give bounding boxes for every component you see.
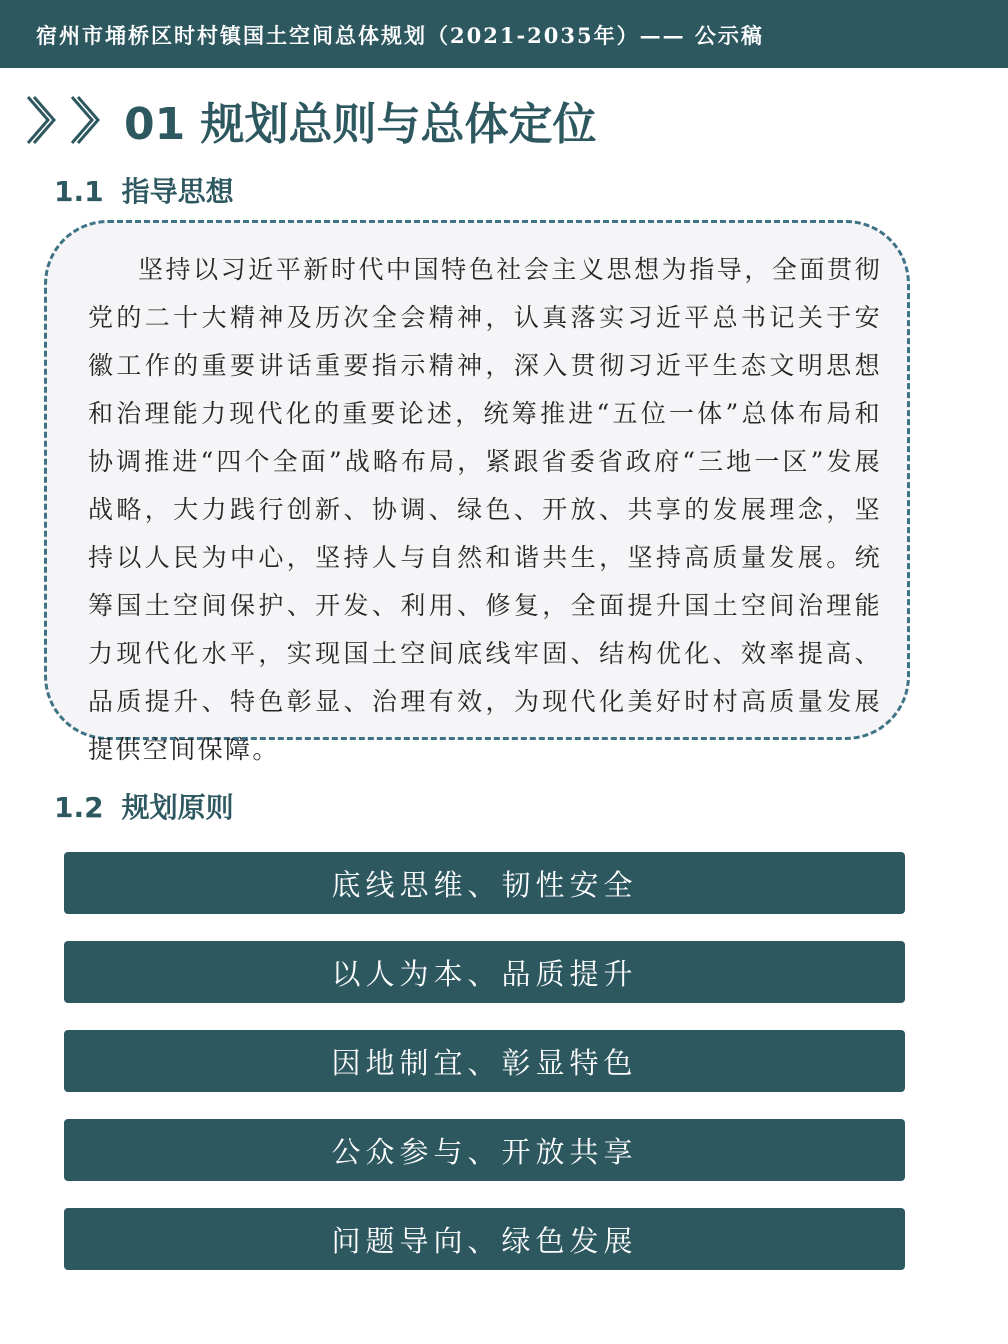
header-bar <box>0 0 1008 68</box>
principle-item: 公众参与、开放共享 <box>64 1119 905 1181</box>
guide-title: 指导思想 <box>121 175 234 208</box>
principle-item: 以人为本、品质提升 <box>64 941 905 1003</box>
section-heading <box>22 88 597 152</box>
principle-item: 因地制宜、彰显特色 <box>64 1030 905 1092</box>
principles-list <box>64 852 905 1297</box>
principle-item: 问题导向、绿色发展 <box>64 1208 905 1270</box>
double-chevron-right-icon <box>22 94 110 146</box>
guide-paragraph: 坚持以习近平新时代中国特色社会主义思想为指导，全面贯彻党的二十大精神及历次全会精神，认真落实习近平总书记关于安徽工作的重要讲话重要指示精神，深入贯彻习近平生态文明思想和治理能力现代化的重要论述，统筹推进“五位一体”总体布局和协调推进“四个全面”战略布局，紧跟省委省政府“三地一区”发展战略，大力践行创新、协调、绿色、开放、共享的发展理念，坚持以人民为中心，坚持人与自然和谐共生，坚持高质量发展。统筹国土空间保护、开发、利用、修复，全面提升国土空间治理能力现代化水平，实现国土空间底线牢固、结构优化、效率提高、品质提升、特色彰显、治理有效，为现代化美好时村高质量发展提供空间保障。 <box>88 255 882 764</box>
document-title: 宿州市埇桥区时村镇国土空间总体规划（2021-2035年）—— 公示稿 <box>36 23 764 48</box>
principle-item: 底线思维、韧性安全 <box>64 852 905 914</box>
principles-heading <box>54 786 234 826</box>
section-title: 01 规划总则与总体定位 <box>124 99 597 150</box>
principles-number: 1.2 <box>54 791 104 824</box>
guide-heading <box>54 170 234 210</box>
principles-title: 规划原则 <box>121 791 234 824</box>
guide-number: 1.1 <box>54 175 104 208</box>
